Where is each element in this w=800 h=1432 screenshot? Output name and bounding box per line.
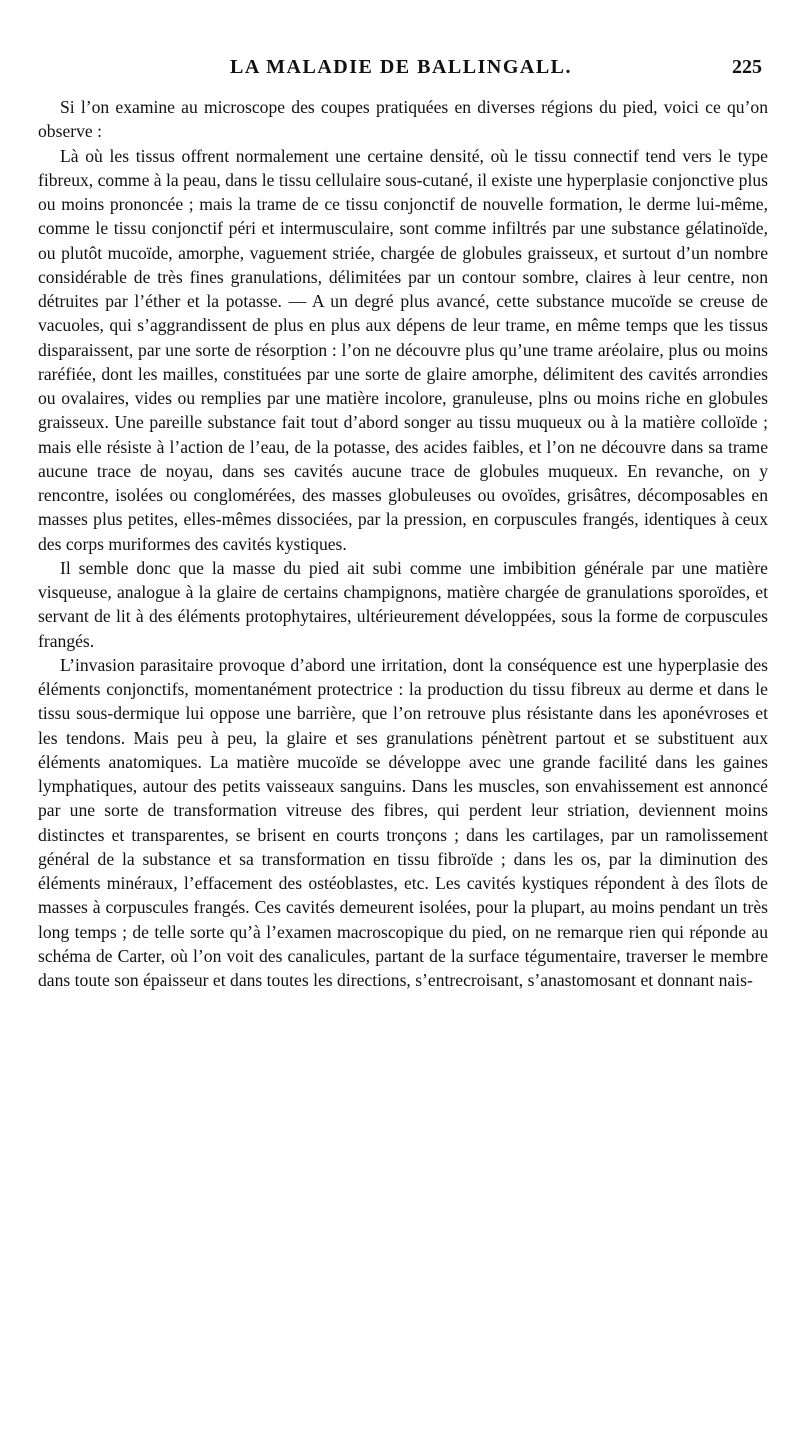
body-text — [38, 95, 768, 992]
paragraph-intro: Si l’on examine au microscope des coupes pratiquées en diverses régions du pied, voici ce qu’on observe : — [38, 97, 768, 142]
page-number: 225 — [732, 56, 762, 78]
paragraph-tissue-observation: Là où les tissus offrent normalement une certaine densité, où le tissu connectif tend vers le type fibreux, comme à la peau, dans le tissu cellulaire sous-cutané, il existe une hyperplasie conjonctive plus ou moins prononcée ; mais la trame de ce tissu conjonctif de nouvelle formation, le derme lui-même, comme le tissu conjonctif péri et intermusculaire, sont comme infiltrés par une substance gélatinoïde, ou plutôt mucoïde, amorphe, vaguement striée, chargée de globules graisseux, et surtout d’un nombre considérable de très fines granulations, délimitées par un contour sombre, claires à leur centre, non détruites par l’éther et la potasse. — A un degré plus avancé, cette substance mucoïde se creuse de vacuoles, qui s’aggrandissent de plus en plus aux dépens de leur trame, en même temps que les tissus disparaissent, par une sorte de résorption : l’on ne découvre plus qu’une trame aréolaire, plus ou moins raréfiée, dont les mailles, constituées par une sorte de glaire amorphe, délimitent des cavités arrondies ou ovalaires, vides ou remplies par une matière incolore, granuleuse, plns ou moins riche en globules graisseux. Une pareille substance fait tout d’abord songer au tissu muqueux ou à la matière colloïde ; mais elle résiste à l’action de l’eau, de la potasse, des acides faibles, et l’on ne découvre dans sa trame aucune trace de noyau, dans ses cavités aucune trace de globules muqueux. En revanche, on y rencontre, isolées ou conglomérées, des masses globuleuses ou ovoïdes, grisâtres, décomposables en masses plus petites, elles-mêmes dissociées, par la pression, en corpuscules frangés, identiques à ceux des corps muriformes des cavités kystiques. — [38, 145, 768, 554]
running-header — [0, 56, 800, 86]
running-title: LA MALADIE DE BALLINGALL. — [230, 56, 573, 78]
paragraph-imbibition: Il semble donc que la masse du pied ait subi comme une imbibition générale par une matière visqueuse, analogue à la glaire de certains champignons, matière chargée de granulations sporoïdes, et servant de lit à des éléments protophytaires, ultérieurement développées, sous la forme de corpuscules frangés. — [38, 557, 768, 651]
paragraph-parasitic-invasion: L’invasion parasitaire provoque d’abord une irritation, dont la conséquence est une hyperplasie des éléments conjonctifs, momentanément protectrice : la production du tissu fibreux au derme et dans le tissu sous-dermique lui oppose une barrière, que l’on retrouve plus résistante dans les aponévroses et les tendons. Mais peu à peu, la glaire et ses granulations pénètrent partout et se substituent aux éléments anatomiques. La matière mucoïde se développe avec une grande facilité dans les gaines lymphatiques, autour des petits vaisseaux sanguins. Dans les muscles, son envahissement est annoncé par une sorte de transformation vitreuse des fibres, qui perdent leur striation, deviennent moins distinctes et transparentes, se brisent en courts tronçons ; dans les cartilages, par un ramolissement général de la substance et sa transformation en tissu fibroïde ; dans les os, par la diminution des éléments minéraux, l’effacement des ostéoblastes, etc. Les cavités kystiques répondent à des îlots de masses à corpuscules frangés. Ces cavités demeurent isolées, pour la plupart, au moins pendant un très long temps ; de telle sorte qu’à l’examen macroscopique du pied, on ne remarque rien qui réponde au schéma de Carter, où l’on voit des canalicules, partant de la surface tégumentaire, traverser le membre dans toute son épaisseur et dans toutes les directions, s’entrecroisant, s’anastomosant et donnant nais- — [38, 654, 768, 990]
